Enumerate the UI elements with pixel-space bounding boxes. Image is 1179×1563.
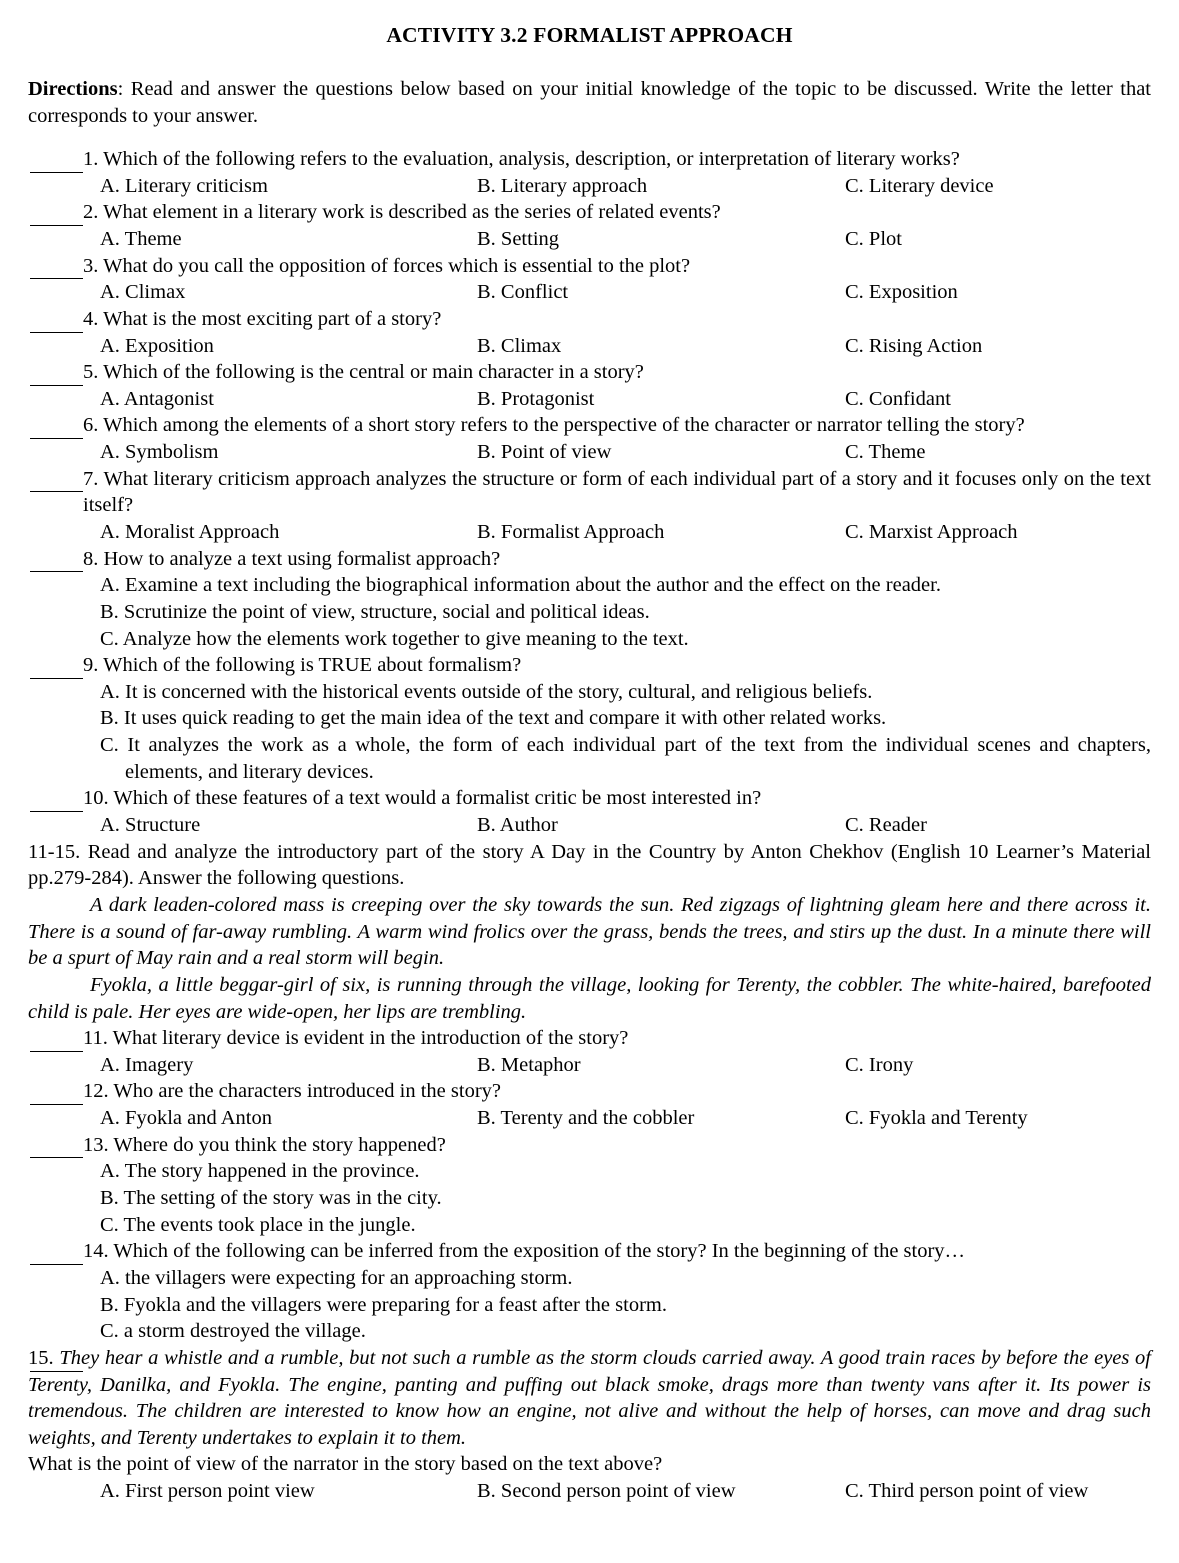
answer-blank-9[interactable] — [30, 652, 83, 679]
option-c[interactable]: C. Literary device — [845, 174, 994, 197]
question-text: 13. Where do you think the story happened? — [83, 1133, 446, 1156]
question-text: 12. Who are the characters introduced in the story? — [83, 1080, 502, 1103]
option-c[interactable]: C. Fyokla and Terenty — [845, 1107, 1028, 1130]
options-row — [0, 439, 1179, 466]
option-c[interactable]: C. Irony — [845, 1053, 914, 1076]
option-b[interactable]: B. Author — [477, 814, 558, 837]
option-b[interactable]: B. Metaphor — [477, 1053, 581, 1076]
question-item — [0, 306, 1179, 359]
question-text: 4. What is the most exciting part of a story? — [83, 307, 442, 330]
options-row — [0, 812, 1179, 839]
option-a[interactable]: A. Imagery — [100, 1053, 194, 1076]
question-item — [0, 1132, 1179, 1239]
option-a[interactable]: A. Symbolism — [100, 441, 219, 464]
option-c[interactable]: C. Analyze how the elements work together to give meaning to the text. — [100, 627, 689, 650]
option-b[interactable]: B. Terenty and the cobbler — [477, 1107, 695, 1130]
question-line — [0, 466, 1151, 519]
option-b[interactable]: B. Scrutinize the point of view, structure, social and political ideas. — [100, 600, 650, 623]
question-line — [0, 1078, 1151, 1105]
question-item — [0, 199, 1179, 252]
question-text: 3. What do you call the opposition of forces which is essential to the plot? — [83, 254, 691, 277]
option-b[interactable]: B. Second person point of view — [477, 1480, 736, 1503]
options-row — [0, 333, 1179, 360]
directions-label: Directions — [28, 77, 118, 100]
question-item — [0, 785, 1179, 838]
answer-blank-13[interactable] — [30, 1132, 83, 1159]
option-c[interactable]: C. Confidant — [845, 387, 951, 410]
story-passage-1: A dark leaden-colored mass is creeping over the sky towards the sun. Red zigzags of lightning gleam here and there across it. There is a sound of far-away rumbling. A warm wind frolics over the grass, bends the trees, and stirs up the dust. In a minute there will be a spurt of May rain and a real storm will begin. — [28, 893, 1151, 970]
question-text: 11. What literary device is evident in the introduction of the story? — [83, 1027, 629, 1050]
question-line — [0, 1345, 1151, 1452]
question-line — [0, 1132, 1151, 1159]
question-line — [0, 785, 1151, 812]
options-row — [0, 386, 1179, 413]
answer-blank-12[interactable] — [30, 1078, 83, 1105]
option-a[interactable]: A. Structure — [100, 814, 201, 837]
question-item — [0, 1078, 1179, 1131]
option-a[interactable]: A. It is concerned with the historical events outside of the story, cultural, and religious beliefs. — [100, 680, 873, 703]
options-row — [0, 226, 1179, 253]
options-row — [0, 279, 1179, 306]
option-c[interactable]: C. Plot — [845, 227, 902, 250]
question-item — [0, 652, 1179, 785]
option-a[interactable]: A. the villagers were expecting for an approaching storm. — [100, 1266, 573, 1289]
question-prompt: What is the point of view of the narrator in the story based on the text above? — [28, 1453, 663, 1476]
question-text: 8. How to analyze a text using formalist approach? — [83, 547, 501, 570]
option-c[interactable]: C. The events took place in the jungle. — [100, 1213, 416, 1236]
option-b[interactable]: B. Protagonist — [477, 387, 595, 410]
option-b[interactable]: B. Fyokla and the villagers were preparing for a feast after the storm. — [100, 1293, 667, 1316]
option-c[interactable]: C. Theme — [845, 441, 926, 464]
options-row — [0, 173, 1179, 200]
option-c[interactable]: C. Rising Action — [845, 334, 983, 357]
answer-blank-5[interactable] — [30, 359, 83, 386]
question-text: 6. Which among the elements of a short story refers to the perspective of the character or narrator telling the story? — [83, 414, 1025, 437]
option-c[interactable]: C. a storm destroyed the village. — [100, 1320, 366, 1343]
option-c[interactable]: C. Reader — [845, 814, 927, 837]
options-row — [0, 1105, 1179, 1132]
answer-blank-15[interactable] — [30, 1345, 83, 1372]
answer-blank-10[interactable] — [30, 785, 83, 812]
question-line — [0, 1238, 1151, 1265]
question-text: 10. Which of these features of a text would a formalist critic be most interested in? — [83, 787, 762, 810]
answer-blank-2[interactable] — [30, 199, 83, 226]
question-line — [0, 412, 1151, 439]
question-line — [0, 253, 1151, 280]
option-a[interactable]: A. Exposition — [100, 334, 214, 357]
directions-text: : Read and answer the questions below based on your initial knowledge of the topic to be discussed. Write the letter that corresponds to your answer. — [28, 77, 1151, 127]
question-line — [0, 546, 1151, 573]
question-item — [0, 1345, 1179, 1505]
answer-blank-6[interactable] — [30, 412, 83, 439]
option-b[interactable]: B. It uses quick reading to get the main idea of the text and compare it with other related works. — [100, 707, 887, 730]
question-passage: They hear a whistle and a rumble, but not such a rumble as the storm clouds carried away. A good train races by before the eyes of Terenty, Danilka, and Fyokla. The engine, panting and puffing out black smoke, drags more than twenty vans after it. Its power is tremendous. The children are interested to know how an engine, not alive and without the help of horses, can move and drag such weights, and Terenty undertakes to explain it to them. — [28, 1346, 1152, 1449]
option-a[interactable]: A. Climax — [100, 281, 186, 304]
answer-blank-4[interactable] — [30, 306, 83, 333]
option-a[interactable]: A. Literary criticism — [100, 174, 268, 197]
question-item — [0, 1025, 1179, 1078]
option-c[interactable]: C. Marxist Approach — [845, 521, 1018, 543]
question-item — [0, 146, 1179, 199]
option-a[interactable]: A. Antagonist — [100, 387, 214, 410]
question-item — [0, 253, 1179, 306]
option-b[interactable]: B. Formalist Approach — [477, 521, 665, 543]
answer-blank-3[interactable] — [30, 253, 83, 280]
option-c[interactable]: C. It analyzes the work as a whole, the form of each individual part of the text from the individual scenes and chapters, elements, and literary devices. — [100, 734, 1151, 783]
story-passage-2: Fyokla, a little beggar-girl of six, is running through the village, looking for Terenty, the cobbler. The white-haired, barefooted child is pale. Her eyes are wide-open, her lips are trembling. — [28, 973, 1151, 1023]
question-item — [0, 412, 1179, 465]
answer-blank-1[interactable] — [30, 146, 83, 173]
question-line — [0, 199, 1151, 226]
option-b[interactable]: B. Climax — [477, 334, 562, 357]
question-line — [0, 1025, 1151, 1052]
option-a[interactable]: A. Fyokla and Anton — [100, 1107, 272, 1130]
question-item — [0, 546, 1179, 653]
option-b[interactable]: B. Setting — [477, 227, 560, 250]
answer-blank-14[interactable] — [30, 1238, 83, 1265]
option-c[interactable]: C. Third person point of view — [845, 1480, 1089, 1503]
question-number: 15. — [28, 1346, 54, 1369]
question-text: 14. Which of the following can be inferred from the exposition of the story? In the beginning of the story… — [83, 1240, 966, 1263]
option-b[interactable]: B. Conflict — [477, 281, 569, 304]
answer-blank-11[interactable] — [30, 1025, 83, 1052]
question-text: 2. What element in a literary work is described as the series of related events? — [83, 201, 721, 224]
question-line — [0, 146, 1151, 173]
question-text: 9. Which of the following is TRUE about formalism? — [83, 654, 522, 677]
question-item — [0, 359, 1179, 412]
answer-blank-8[interactable] — [30, 546, 83, 573]
option-c[interactable]: C. Exposition — [845, 281, 958, 304]
question-text: 7. What literary criticism approach analyzes the structure or form of each individual part of a story and it focuses only on the text itself? — [83, 467, 1151, 517]
option-b[interactable]: B. Point of view — [477, 441, 612, 464]
directions-paragraph — [28, 76, 1151, 130]
question-text: 5. Which of the following is the central or main character in a story? — [83, 361, 644, 384]
option-a[interactable]: A. Moralist Approach — [100, 521, 280, 543]
options-row — [0, 1478, 1179, 1505]
options-row — [0, 519, 1179, 546]
question-item — [0, 466, 1179, 546]
option-b[interactable]: B. Literary approach — [477, 174, 648, 197]
option-a[interactable]: A. Theme — [100, 227, 182, 250]
question-item — [0, 1238, 1179, 1345]
reading-instruction: 11-15. Read and analyze the introductory part of the story A Day in the Country by Anton Chekhov (English 10 Learner’s Material pp.279-284). Answer the following questions. — [28, 840, 1151, 890]
option-b[interactable]: B. The setting of the story was in the city. — [100, 1187, 442, 1210]
question-line — [0, 306, 1151, 333]
option-a[interactable]: A. The story happened in the province. — [100, 1160, 420, 1183]
question-text: 1. Which of the following refers to the evaluation, analysis, description, or interpretation of literary works? — [83, 148, 960, 171]
page-title: ACTIVITY 3.2 FORMALIST APPROACH — [386, 23, 793, 47]
option-a[interactable]: A. First person point view — [100, 1480, 315, 1503]
answer-blank-7[interactable] — [30, 466, 83, 493]
options-row — [0, 1052, 1179, 1079]
question-line — [0, 652, 1151, 679]
question-line — [0, 359, 1151, 386]
option-a[interactable]: A. Examine a text including the biographical information about the author and the effect on the reader. — [100, 574, 941, 597]
